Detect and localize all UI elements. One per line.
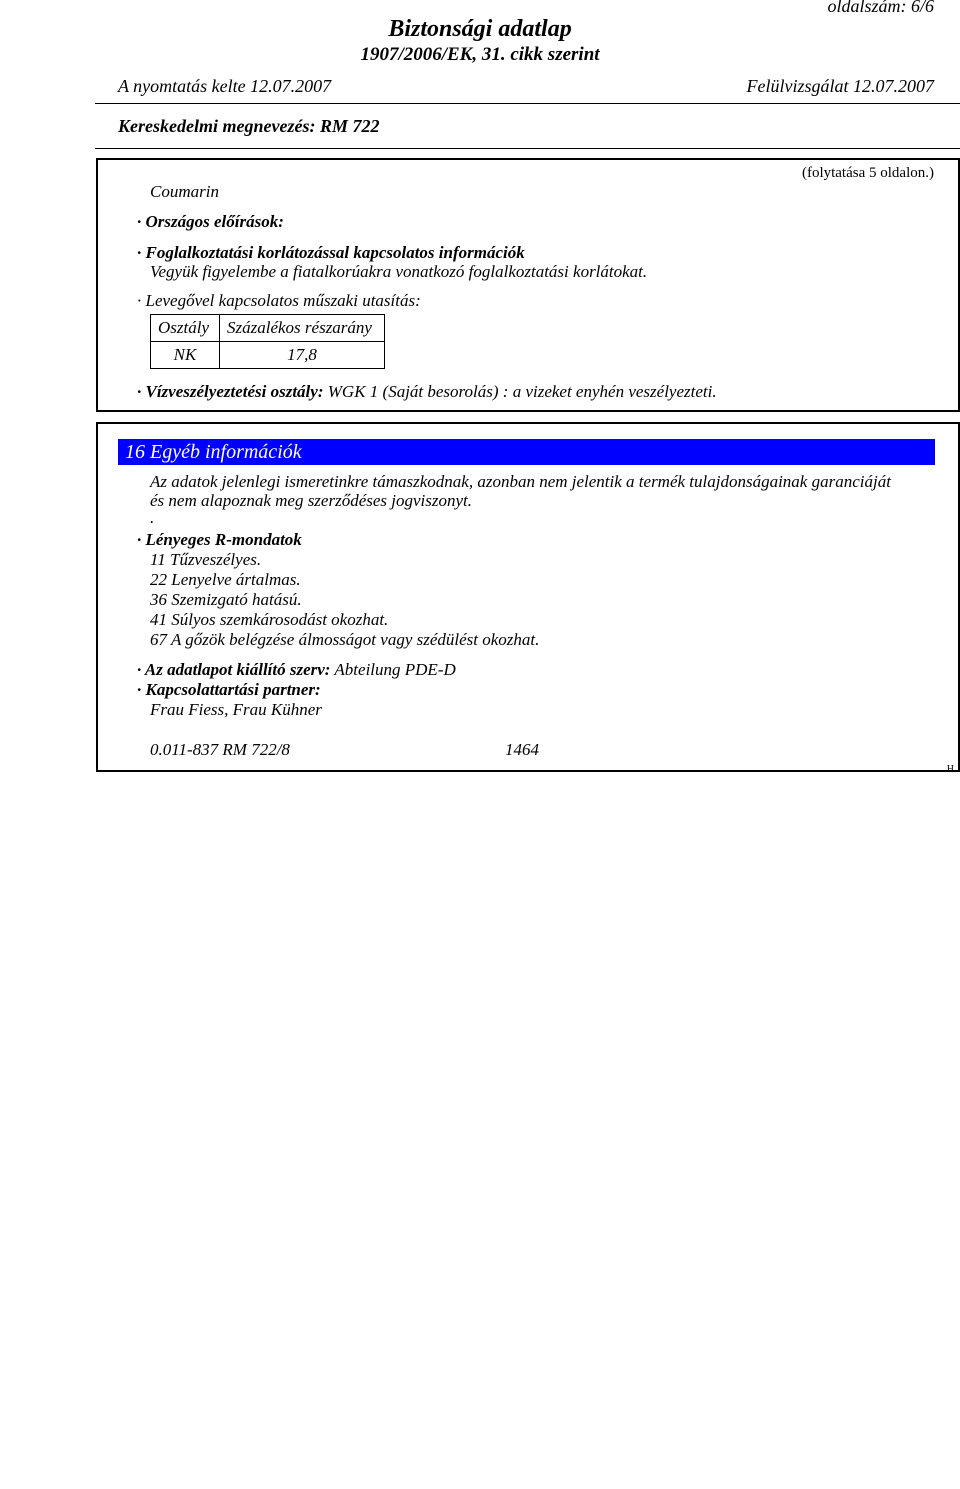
list-item: 36 Szemizgató hatású. bbox=[150, 590, 302, 609]
employment-text: Vegyük figyelembe a fiatalkorúakra vonatkozó foglalkoztatási korlátokat. bbox=[150, 262, 648, 281]
water-hazard-line bbox=[137, 382, 717, 402]
section15-box bbox=[96, 158, 960, 412]
issuer-value: Abteilung PDE-D bbox=[334, 660, 456, 679]
air-class-table bbox=[150, 314, 385, 369]
intro-line-2: és nem alapoznak meg szerződéses jogviszonyt. bbox=[150, 491, 473, 510]
national-rules-label: · Országos előírások: bbox=[137, 212, 284, 231]
list-item: 11 Tűzveszélyes. bbox=[150, 550, 262, 569]
table-header-cell: Százalékos részarány bbox=[220, 315, 385, 342]
water-hazard-label: · Vízveszélyeztetési osztály: bbox=[137, 382, 324, 401]
employment-label: · Foglalkoztatási korlátozással kapcsolatos információk bbox=[137, 243, 525, 262]
page-number: oldalszám: 6/6 bbox=[827, 0, 934, 16]
issuer-line bbox=[137, 660, 456, 680]
list-item: 67 A gőzök belégzése álmosságot vagy szédülést okozhat. bbox=[150, 630, 540, 649]
table-cell: 17,8 bbox=[220, 342, 385, 369]
document-title: Biztonsági adatlap bbox=[388, 16, 572, 42]
table-row bbox=[151, 342, 385, 369]
table-header-row bbox=[151, 315, 385, 342]
document-subtitle: 1907/2006/EK, 31. cikk szerint bbox=[360, 44, 600, 65]
section-title-bar bbox=[118, 439, 935, 465]
air-label: · Levegővel kapcsolatos műszaki utasítás: bbox=[137, 291, 421, 310]
substance-name: Coumarin bbox=[150, 182, 219, 201]
table-header-cell: Osztály bbox=[151, 315, 220, 342]
list-item: 22 Lenyelve ártalmas. bbox=[150, 570, 301, 589]
trade-name-rule bbox=[95, 148, 960, 149]
print-date: A nyomtatás kelte 12.07.2007 bbox=[118, 76, 332, 96]
separator-dot: . bbox=[150, 508, 155, 527]
water-hazard-text: WGK 1 (Saját besorolás) : a vizeket enyhén veszélyezteti. bbox=[327, 382, 717, 401]
contact-label: · Kapcsolattartási partner: bbox=[137, 680, 321, 699]
table-cell: NK bbox=[151, 342, 220, 369]
contact-value: Frau Fiess, Frau Kühner bbox=[150, 700, 322, 719]
footer-mark: H bbox=[946, 764, 954, 775]
continued-note: (folytatása 5 oldalon.) bbox=[801, 165, 934, 181]
trade-name: Kereskedelmi megnevezés: RM 722 bbox=[118, 116, 380, 136]
document-code: 0.011-837 RM 722/8 bbox=[150, 740, 290, 759]
section-title: 16 Egyéb információk bbox=[125, 441, 302, 463]
intro-line-1: Az adatok jelenlegi ismeretinkre támaszkodnak, azonban nem jelentik a termék tulajdonságainak garanciáját bbox=[150, 472, 891, 491]
header-rule bbox=[95, 103, 960, 104]
document-code-number: 1464 bbox=[505, 740, 539, 759]
revision-date: Felülvizsgálat 12.07.2007 bbox=[746, 76, 934, 96]
issuer-label: · Az adatlapot kiállító szerv: bbox=[137, 660, 331, 679]
list-item: 41 Súlyos szemkárosodást okozhat. bbox=[150, 610, 389, 629]
r-phrases-label: · Lényeges R-mondatok bbox=[137, 530, 302, 549]
